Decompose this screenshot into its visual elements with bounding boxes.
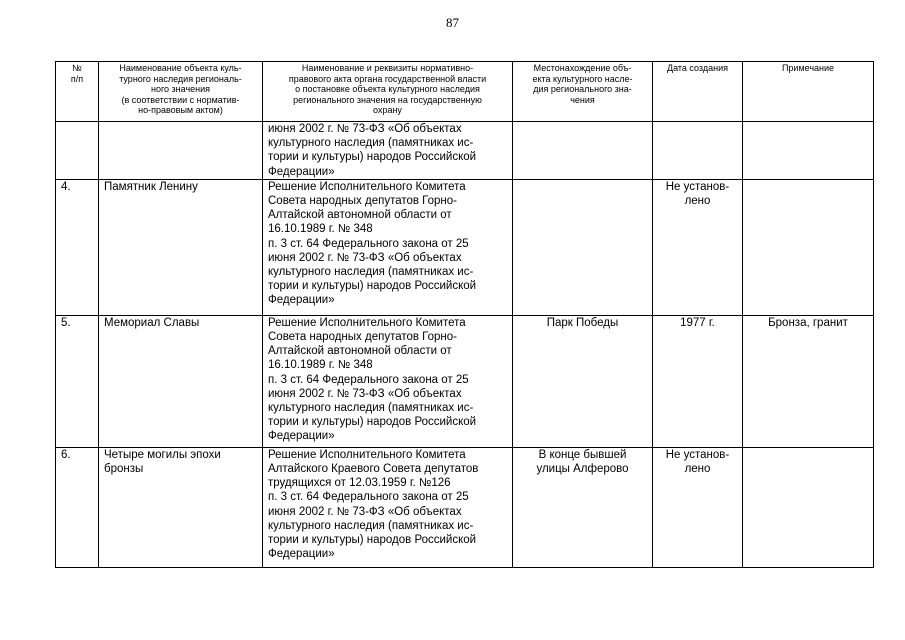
header-object-name: Наименование объекта куль- турного наследия региональ- ного значения (в соответствии с норматив- но-правовым актом): [99, 62, 263, 122]
row-object-name: Четыре могилы эпохи бронзы: [99, 447, 263, 567]
row-creation-date: [653, 122, 743, 180]
row-note: [743, 447, 874, 567]
table-row: [56, 179, 874, 315]
row-location: Парк Победы: [513, 315, 653, 447]
header-location: Местонахождение объ- екта культурного насле- дия регионального зна- чения: [513, 62, 653, 122]
header-note: Примечание: [743, 62, 874, 122]
row-legal-act: Решение Исполнительного Комитета Совета народных депутатов Горно- Алтайской автономной области от 16.10.1989 г. № 348 п. 3 ст. 64 Федерального закона от 25 июня 2002 г. № 73-ФЗ «Об объектах культурного наследия (памятниках ис- тории и культуры) народов Российской Федерации»: [263, 179, 513, 315]
header-number: № п/п: [56, 62, 99, 122]
table-row: [56, 447, 874, 567]
row-number: 4.: [56, 179, 99, 315]
row-legal-act: Решение Исполнительного Комитета Совета народных депутатов Горно- Алтайской автономной области от 16.10.1989 г. № 348 п. 3 ст. 64 Федерального закона от 25 июня 2002 г. № 73-ФЗ «Об объектах культурного наследия (памятниках ис- тории и культуры) народов Российской Федерации»: [263, 315, 513, 447]
row-number: 5.: [56, 315, 99, 447]
table-row: [56, 122, 874, 180]
row-location: В конце бывшей улицы Алферово: [513, 447, 653, 567]
page-number: 87: [446, 15, 459, 30]
header-creation-date: Дата создания: [653, 62, 743, 122]
row-creation-date: 1977 г.: [653, 315, 743, 447]
row-creation-date: Не установ- лено: [653, 447, 743, 567]
table-header-row: [56, 62, 874, 122]
row-location: [513, 122, 653, 180]
heritage-registry-table: [55, 61, 874, 568]
row-object-name: [99, 122, 263, 180]
row-note: Бронза, гранит: [743, 315, 874, 447]
row-legal-act: июня 2002 г. № 73-ФЗ «Об объектах культурного наследия (памятниках ис- тории и культуры) народов Российской Федерации»: [263, 122, 513, 180]
row-number: 6.: [56, 447, 99, 567]
header-legal-act: Наименование и реквизиты нормативно- правового акта органа государственной власти о постановке объекта культурного наследия регионального значения на государственную охрану: [263, 62, 513, 122]
row-legal-act: Решение Исполнительного Комитета Алтайского Краевого Совета депутатов трудящихся от 12.03.1959 г. №126 п. 3 ст. 64 Федерального закона от 25 июня 2002 г. № 73-ФЗ «Об объектах культурного наследия (памятниках ис- тории и культуры) народов Российской Федерации»: [263, 447, 513, 567]
row-object-name: Памятник Ленину: [99, 179, 263, 315]
table-row: [56, 315, 874, 447]
row-number: [56, 122, 99, 180]
row-location: [513, 179, 653, 315]
row-object-name: Мемориал Славы: [99, 315, 263, 447]
row-note: [743, 179, 874, 315]
row-creation-date: Не установ- лено: [653, 179, 743, 315]
row-note: [743, 122, 874, 180]
